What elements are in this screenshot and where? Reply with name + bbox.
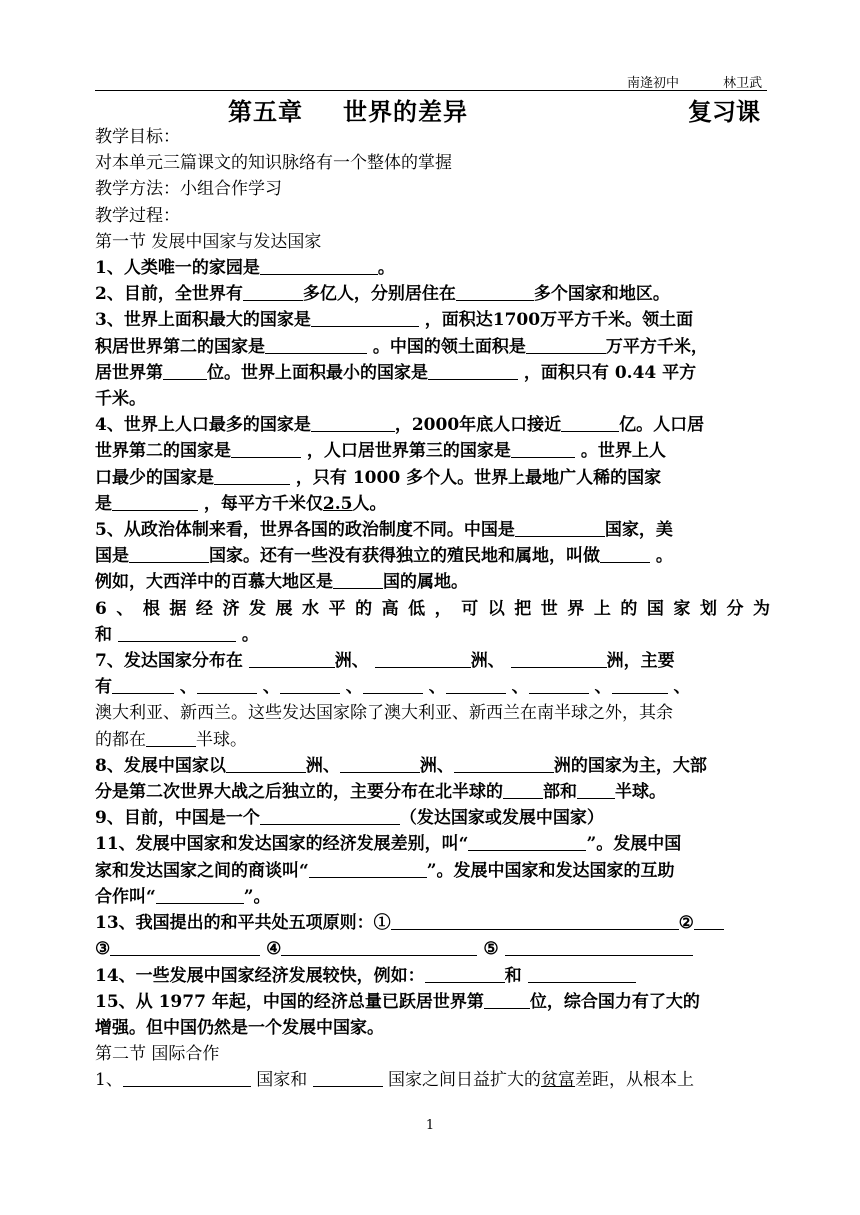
answer-blank[interactable] (454, 755, 554, 773)
question-11-cont: 合作叫“ ”。 (95, 886, 271, 907)
answer-blank[interactable] (526, 336, 606, 354)
question-15: 15、从 1977 年起，中国的经济总量已跃居世界第 位，综合国力有了大的 (95, 991, 700, 1012)
document-body (95, 124, 770, 1094)
answer-blank[interactable] (260, 807, 400, 825)
answer-blank[interactable] (118, 624, 236, 642)
answer-blank[interactable] (311, 309, 419, 327)
question-13-cont: ③ ④ ⑤ (95, 936, 770, 962)
text-line: 教学过程： (95, 205, 180, 226)
answer-blank[interactable] (511, 440, 575, 458)
title-name: 世界的差异 (343, 97, 468, 126)
answer-blank[interactable] (146, 729, 196, 747)
answer-blank[interactable] (391, 912, 679, 930)
question-13: 13、我国提出的和平共处五项原则：① ② (95, 910, 770, 936)
answer-blank[interactable] (484, 991, 530, 1009)
answer-blank[interactable] (456, 283, 534, 301)
text-line: 教学目标： (95, 127, 180, 147)
answer-blank[interactable] (511, 650, 607, 668)
question-2: 2、目前，全世界有 多亿人，分别居住在 多个国家和地区。 (95, 284, 670, 305)
page-number: 1 (425, 1118, 435, 1133)
question-4-cont: 口最少的国家是 ，只有 1000 多个人。世界上最地广人稀的国家 (95, 467, 662, 488)
answer-blank[interactable] (231, 440, 301, 458)
question-9: 9、目前，中国是一个 （发达国家或发展中国家） (95, 808, 604, 829)
question-4-cont: 是 ，每平方千米仅2.5人。 (95, 493, 387, 514)
answer-blank[interactable] (375, 650, 471, 668)
question-7-cont: 有 、 、 、 、 、 、 、 (95, 677, 691, 698)
title-chapter: 第五章 (228, 97, 303, 126)
answer-blank[interactable] (163, 362, 207, 380)
title-type: 复习课 (688, 97, 760, 126)
text-line: 教学方法：小组合作学习 (95, 179, 282, 200)
answer-blank[interactable] (260, 257, 378, 275)
answer-blank[interactable] (503, 781, 543, 799)
question-3-cont: 积居世界第二的国家是 。中国的领土面积是 万平方千米， (95, 336, 708, 357)
answer-blank[interactable] (280, 676, 340, 694)
answer-blank[interactable] (561, 414, 619, 432)
answer-blank[interactable] (265, 336, 367, 354)
answer-blank[interactable] (428, 362, 518, 380)
question-11-cont: 家和发达国家之间的商谈叫“ ”。发展中国家和发达国家的互助 (95, 860, 675, 881)
answer-blank[interactable] (468, 833, 586, 851)
answer-blank[interactable] (600, 545, 650, 563)
answer-blank[interactable] (612, 676, 668, 694)
answer-blank[interactable] (156, 886, 244, 904)
question-5: 5、从政治体制来看，世界各国的政治制度不同。中国是 国家，美 (95, 520, 673, 541)
answer-blank[interactable] (340, 755, 420, 773)
question-15-cont: 增强。但中国仍然是一个发展中国家。 (95, 1017, 384, 1038)
answer-blank[interactable] (333, 571, 383, 589)
question-3-cont: 千米。 (95, 389, 146, 410)
answer-blank[interactable] (129, 545, 209, 563)
question-8-cont: 分是第二次世界大战之后独立的，主要分布在北半球的 部和 半球。 (95, 782, 666, 803)
answer-blank[interactable] (425, 965, 505, 983)
answer-blank[interactable] (577, 781, 615, 799)
question-6: 6、根据经济发展水平的高低，可以把世界上的国家划分为 (95, 598, 770, 619)
answer-blank[interactable] (363, 676, 423, 694)
question-s2-1: 1、 国家和 国家之间日益扩大的贫富差距，从根本上 (95, 1070, 695, 1091)
answer-blank[interactable] (214, 467, 290, 485)
question-3-cont: 居世界第 位。世界上面积最小的国家是 ，面积只有 0.44 平方 (95, 362, 697, 383)
question-11: 11、发展中国家和发达国家的经济发展差别，叫“ ”。发展中国 (95, 834, 682, 855)
section-heading: 第一节 发展中国家与发达国家 (95, 231, 322, 252)
answer-blank[interactable] (249, 650, 335, 668)
question-1: 1、人类唯一的家园是 。 (95, 258, 395, 279)
answer-blank[interactable] (529, 676, 589, 694)
answer-blank[interactable] (528, 965, 636, 983)
answer-blank[interactable] (123, 1069, 251, 1087)
answer-blank[interactable] (197, 676, 257, 694)
answer-blank[interactable] (309, 860, 427, 878)
header-school: 南逄初中 (627, 76, 680, 91)
answer-blank[interactable] (112, 493, 198, 511)
answer-blank[interactable] (243, 283, 303, 301)
question-4-cont: 世界第二的国家是 ，人口居世界第三的国家是 。世界上人 (95, 441, 666, 462)
question-6-cont: 和 。 (95, 624, 259, 645)
answer-blank[interactable] (226, 755, 306, 773)
answer-blank[interactable] (112, 676, 174, 694)
question-5-cont: 国是 国家。还有一些没有获得独立的殖民地和属地，叫做 。 (95, 546, 673, 567)
answer-blank[interactable] (311, 414, 395, 432)
answer-blank[interactable] (515, 519, 605, 537)
question-5-cont: 例如，大西洋中的百慕大地区是 国的属地。 (95, 572, 468, 593)
answer-blank[interactable] (110, 938, 260, 956)
answer-blank[interactable] (446, 676, 506, 694)
question-8: 8、发展中国家以 洲、 洲、 洲的国家为主，大部 (95, 755, 707, 776)
page-header (627, 72, 762, 91)
answer-blank[interactable] (694, 912, 724, 930)
answer-blank[interactable] (281, 938, 477, 956)
header-author: 林卫武 (723, 76, 763, 91)
question-7-cont: 澳大利亚、新西兰。这些发达国家除了澳大利亚、新西兰在南半球之外，其余 (95, 703, 673, 724)
page-title (228, 92, 468, 127)
answer-blank[interactable] (313, 1069, 383, 1087)
question-7-cont: 的都在 半球。 (95, 729, 247, 750)
header-rule (95, 90, 767, 91)
question-4: 4、世界上人口最多的国家是 ，2000年底人口接近 亿。人口居 (95, 415, 705, 436)
question-3: 3、世界上面积最大的国家是 ，面积达1700万平方千米。领土面 (95, 310, 694, 331)
question-7: 7、发达国家分布在 洲、 洲、 洲，主要 (95, 651, 675, 672)
question-14: 14、一些发展中国家经济发展较快，例如： 和 (95, 963, 770, 989)
text-line: 对本单元三篇课文的知识脉络有一个整体的掌握 (95, 153, 452, 174)
section-heading: 第二节 国际合作 (95, 1044, 220, 1065)
answer-blank[interactable] (505, 938, 693, 956)
